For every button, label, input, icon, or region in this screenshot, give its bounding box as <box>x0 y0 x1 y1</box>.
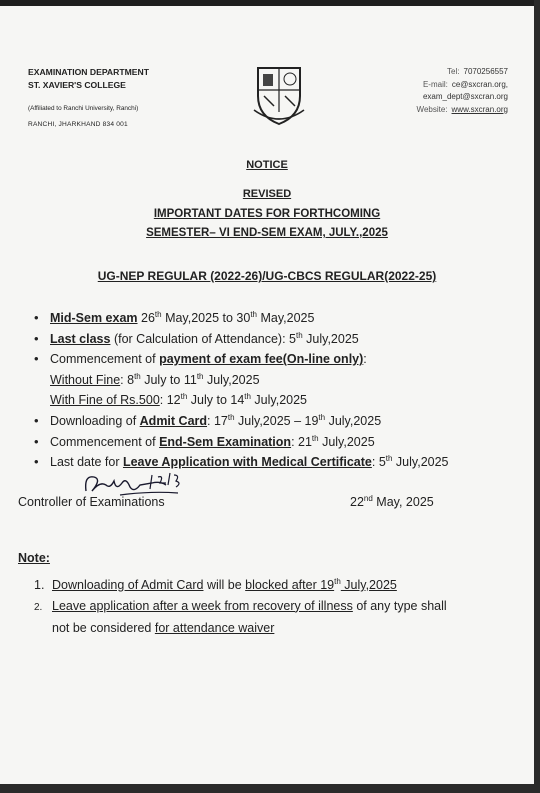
bullet-icon: • <box>34 433 39 449</box>
letterhead-right <box>417 66 508 116</box>
dates-list <box>32 308 449 473</box>
with-fine-text: : 12 <box>159 393 181 408</box>
note-number: 1. <box>34 578 45 592</box>
notes-list <box>34 575 447 639</box>
fee-text: Commencement of <box>50 352 160 367</box>
controller-title: Controller of Examinations <box>18 495 165 509</box>
sup-th: th <box>311 433 319 443</box>
sup-th: th <box>244 392 251 402</box>
with-fine-label: With Fine of Rs.500 <box>50 393 160 408</box>
without-fine-label: Without Fine <box>50 372 121 387</box>
leave-label: Leave Application with Medical Certificate <box>122 455 372 470</box>
email-label: E-mail: <box>422 79 448 89</box>
bullet-icon: • <box>34 412 39 428</box>
without-fine-text: July,2025 <box>203 372 260 387</box>
note-number: 2. <box>34 601 43 613</box>
without-fine-text: July to 11 <box>140 372 197 387</box>
tel-number: 7070256557 <box>463 67 508 76</box>
sup-th: th <box>250 309 257 319</box>
tel-label: Tel: <box>447 67 460 76</box>
bullet-icon: • <box>34 454 39 470</box>
midsem-text: 26 <box>137 311 155 325</box>
college-crest-icon <box>252 62 306 126</box>
last-class-text: (for Calculation of Attendance): 5 <box>110 331 296 346</box>
affiliation: (Affiliated to Ranchi University, Ranchi) <box>28 105 139 112</box>
fee-text: : <box>363 352 367 367</box>
background-edge <box>0 784 540 793</box>
note-text: Leave application after a week from recovery of illness <box>52 598 353 613</box>
note-item-1 <box>34 575 447 596</box>
sup-th: th <box>196 371 204 381</box>
fee-without-fine <box>32 370 449 391</box>
note-text: not be considered <box>52 621 155 636</box>
notice-date <box>350 495 434 509</box>
website-label: Website: <box>416 104 448 114</box>
notice-page <box>0 6 535 784</box>
letterhead-left <box>28 66 149 131</box>
note-item-2-cont <box>34 618 447 639</box>
bullet-icon: • <box>34 330 39 346</box>
note-text: Downloading of Admit Card <box>52 578 204 592</box>
note-text: will be <box>203 578 246 592</box>
leave-text: Last date for <box>50 455 123 470</box>
midsem-text: May,2025 to 30 <box>161 311 251 325</box>
list-item-end-sem <box>32 432 449 453</box>
course-title: UG-NEP REGULAR (2022-26)/UG-CBCS REGULAR(2022-25) <box>97 269 437 283</box>
website-link[interactable]: www.sxcran.org <box>451 104 508 114</box>
admit-text: July,2025 <box>325 413 382 428</box>
title-line-1: IMPORTANT DATES FOR FORTHCOMING <box>153 208 381 220</box>
last-class-label: Last class <box>50 331 111 346</box>
bullet-icon: • <box>34 310 39 325</box>
last-class-text: July,2025 <box>302 331 359 346</box>
sup-th: th <box>318 412 326 422</box>
midsem-label: Mid-Sem exam <box>50 311 138 325</box>
note-heading: Note: <box>18 551 50 565</box>
background-edge <box>534 0 540 793</box>
college-name: ST. XAVIER'S COLLEGE <box>28 80 126 90</box>
admit-text: Downloading of <box>50 413 140 428</box>
address: RANCHI, JHARKHAND 834 001 <box>28 121 128 128</box>
with-fine-text: July,2025 <box>250 393 308 408</box>
title-line-2: SEMESTER– VI END-SEM EXAM, JULY.,2025 <box>146 227 388 239</box>
admit-text: : 17 <box>207 413 228 428</box>
leave-text: : 5 <box>371 455 386 470</box>
sup-th: th <box>227 412 235 422</box>
note-text: of any type shall <box>352 598 447 613</box>
fee-label: payment of exam fee(On-line only) <box>159 352 364 367</box>
sup-th: th <box>296 330 303 340</box>
end-sem-label: End-Sem Examination <box>159 434 292 449</box>
list-item-midsem <box>32 308 449 329</box>
date-rest: May, 2025 <box>372 495 434 509</box>
email-2: exam_dept@sxcran.org <box>422 92 508 102</box>
sup-th: th <box>134 371 141 381</box>
note-text: for attendance waiver <box>154 621 275 636</box>
list-item-exam-fee <box>32 349 449 370</box>
revised-label: REVISED <box>242 188 292 200</box>
with-fine-text: July to 14 <box>187 393 245 408</box>
bullet-icon: • <box>34 351 39 367</box>
dept-name: EXAMINATION DEPARTMENT <box>28 67 149 77</box>
end-sem-text: July,2025 <box>318 434 375 449</box>
list-item-last-class <box>32 329 449 350</box>
admit-label: Admit Card <box>139 413 208 428</box>
list-item-admit-card <box>32 411 449 432</box>
end-sem-text: : 21 <box>291 434 312 449</box>
sup-th: th <box>334 576 341 586</box>
notice-title: NOTICE <box>246 159 288 171</box>
note-text: July,2025 <box>340 578 397 592</box>
sup-nd: nd <box>363 493 373 503</box>
midsem-text: May,2025 <box>256 311 315 325</box>
note-item-2 <box>34 596 447 619</box>
sup-th: th <box>180 392 188 402</box>
email-1: ce@sxcran.org, <box>451 79 508 89</box>
note-text: blocked after 19 <box>245 578 335 592</box>
fee-with-fine <box>32 390 449 411</box>
end-sem-text: Commencement of <box>50 434 160 449</box>
sup-th: th <box>154 309 162 319</box>
without-fine-text: : 8 <box>120 372 135 387</box>
date-day: 22 <box>350 495 364 509</box>
sup-th: th <box>385 454 393 463</box>
admit-text: July,2025 – 19 <box>234 413 319 428</box>
leave-text: July,2025 <box>392 455 449 470</box>
